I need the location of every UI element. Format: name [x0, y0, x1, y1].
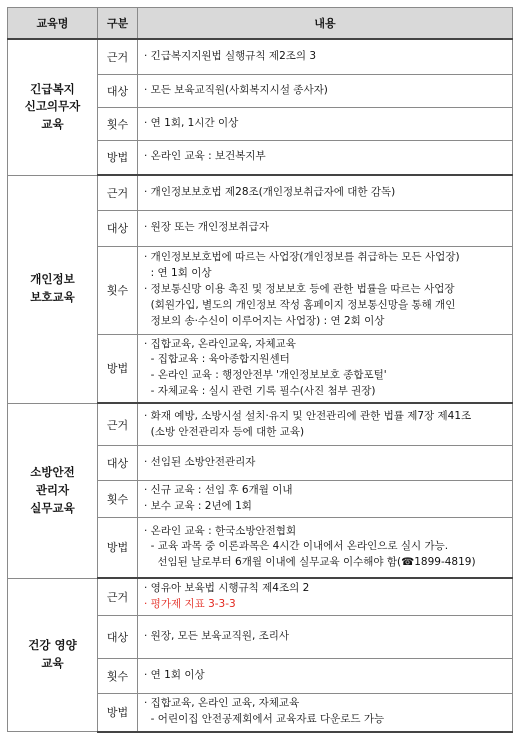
content-line: · 원장 또는 개인정보취급자 — [144, 221, 269, 234]
content-line: · 개인정보보호법에 따르는 사업장(개인정보를 취급하는 모든 사업장) — [144, 251, 460, 264]
content-cell — [138, 445, 513, 480]
content-line: - 집합교육 : 육아종합지원센터 — [144, 353, 290, 366]
category-cell: 방법 — [98, 334, 138, 403]
content-line: : 연 1회 이상 — [144, 267, 212, 280]
course-name-line: 개인정보 — [30, 272, 75, 287]
content-line: - 교육 과목 중 이론과목은 4시간 이내에서 온라인으로 실시 가능. — [144, 540, 449, 553]
content-line: · 원장, 모든 보육교직원, 조리사 — [144, 630, 290, 643]
category-cell: 근거 — [98, 578, 138, 615]
content-cell — [138, 140, 513, 175]
content-line: 정보의 송·수신이 이루어지는 사업장) : 연 2회 이상 — [144, 314, 385, 327]
content-line: · 보수 교육 : 2년에 1회 — [144, 499, 252, 512]
course-name-line: 건강 영양 — [28, 638, 77, 653]
category-cell: 대상 — [98, 210, 138, 246]
category-cell: 방법 — [98, 517, 138, 578]
content-line: · 모든 보육교직원(사회복지시설 종사자) — [144, 83, 328, 96]
content-line: · 집합교육, 온라인교육, 자체교육 — [144, 337, 296, 350]
course-name-cell — [8, 39, 98, 175]
content-line: · 신규 교육 : 선임 후 6개월 이내 — [144, 483, 293, 496]
course-name-line: 소방안전 — [30, 465, 75, 480]
content-cell — [138, 517, 513, 578]
category-cell: 근거 — [98, 175, 138, 210]
table-row — [8, 175, 513, 210]
course-name-line: 보호교육 — [30, 290, 75, 305]
content-cell — [138, 334, 513, 403]
course-name-line: 신고의무자 — [24, 99, 81, 114]
header-content: 내용 — [138, 8, 513, 40]
education-table-body — [8, 8, 513, 732]
category-cell: 횟수 — [98, 107, 138, 140]
content-line: · 연 1회, 1시간 이상 — [144, 116, 239, 129]
course-name-cell — [8, 175, 98, 403]
course-name-line: 관리자 — [35, 482, 70, 497]
table-header-row — [8, 8, 513, 40]
content-line: - 어린이집 안전공제회에서 교육자료 다운로드 가능 — [144, 713, 385, 726]
table-row — [8, 578, 513, 615]
content-cell — [138, 74, 513, 107]
content-line: (소방 안전관리자 등에 대한 교육) — [144, 425, 305, 438]
category-cell: 대상 — [98, 74, 138, 107]
content-cell — [138, 175, 513, 210]
table-row — [8, 39, 513, 74]
content-cell — [138, 616, 513, 659]
category-cell: 근거 — [98, 39, 138, 74]
content-line: 선임된 날로부터 6개월 이내에 실무교육 이수해야 함(☎1899-4819) — [144, 556, 476, 569]
category-cell: 근거 — [98, 403, 138, 445]
content-cell — [138, 107, 513, 140]
content-line: · 온라인 교육 : 보건복지부 — [144, 150, 266, 163]
course-name-line: 실무교육 — [30, 500, 75, 515]
content-line: · 개인정보보호법 제28조(개인정보취급자에 대한 감독) — [144, 185, 396, 198]
content-line: · 영유아 보육법 시행규칙 제4조의 2 — [144, 582, 310, 595]
evaluation-indicator-line: · 평가제 지표 3-3-3 — [144, 598, 236, 611]
category-cell: 횟수 — [98, 246, 138, 334]
content-line: · 연 1회 이상 — [144, 669, 205, 682]
content-cell — [138, 210, 513, 246]
category-cell: 대상 — [98, 616, 138, 659]
content-line: · 선임된 소방안전관리자 — [144, 455, 256, 468]
content-cell — [138, 39, 513, 74]
table-row — [8, 403, 513, 445]
content-line: · 온라인 교육 : 한국소방안전협회 — [144, 524, 297, 537]
content-line: (회원가입, 별도의 개인정보 작성 홈페이지 정보통신망을 통해 개인 — [144, 298, 456, 311]
content-cell — [138, 246, 513, 334]
content-cell — [138, 578, 513, 615]
category-cell: 횟수 — [98, 480, 138, 517]
category-cell: 방법 — [98, 694, 138, 732]
content-cell — [138, 694, 513, 732]
education-table — [7, 7, 513, 733]
course-name-line: 교육 — [41, 655, 64, 670]
course-name-line: 긴급복지 — [30, 81, 75, 96]
course-name-line: 교육 — [41, 117, 64, 132]
content-cell — [138, 403, 513, 445]
content-cell — [138, 659, 513, 694]
header-category: 구분 — [98, 8, 138, 40]
content-line: · 화재 예방, 소방시설 설치·유지 및 안전관리에 관한 법률 제7장 제41조 — [144, 409, 472, 422]
header-course-name: 교육명 — [8, 8, 98, 40]
content-line: · 집합교육, 온라인 교육, 자체교육 — [144, 697, 300, 710]
category-cell: 방법 — [98, 140, 138, 175]
content-line: · 정보통신망 이용 촉진 및 정보보호 등에 관한 법률을 따르는 사업장 — [144, 283, 455, 296]
course-name-cell — [8, 403, 98, 578]
category-cell: 대상 — [98, 445, 138, 480]
content-line: · 긴급복지지원법 실행규칙 제2조의 3 — [144, 49, 317, 62]
category-cell: 횟수 — [98, 659, 138, 694]
content-line: - 온라인 교육 : 행정안전부 '개인정보보호 종합포털' — [144, 369, 387, 382]
course-name-cell — [8, 578, 98, 731]
content-line: - 자체교육 : 실시 관련 기록 필수(사진 첨부 권장) — [144, 385, 376, 398]
content-cell — [138, 480, 513, 517]
